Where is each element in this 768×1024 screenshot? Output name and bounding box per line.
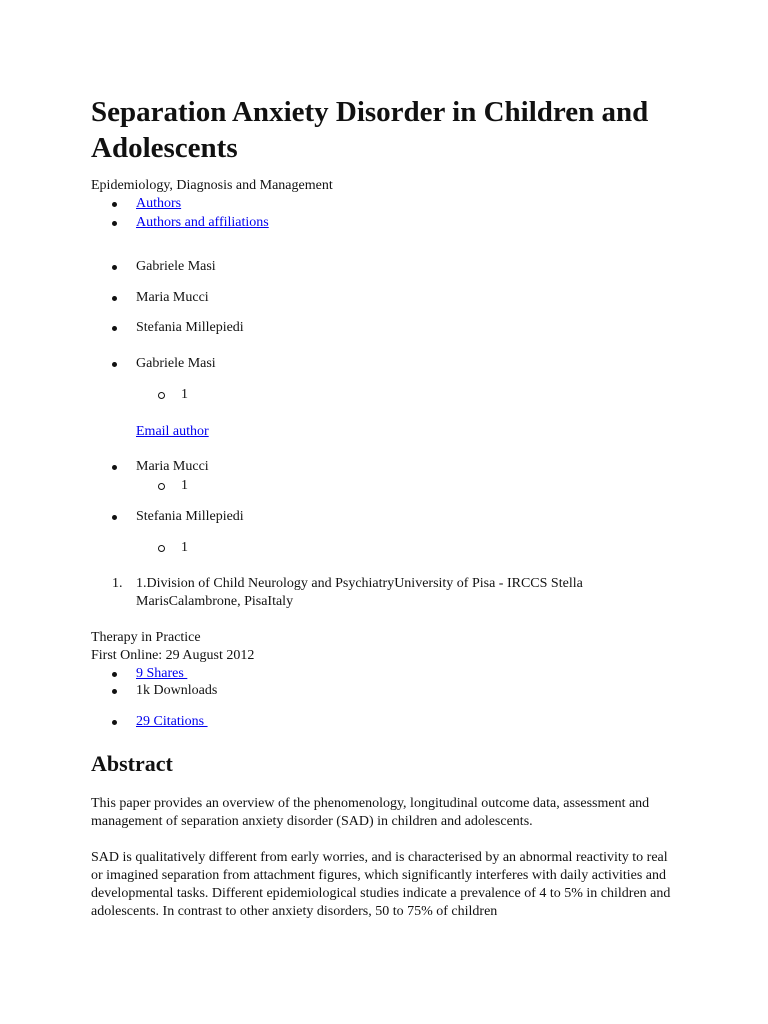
affiliation-ref: 1 (181, 540, 188, 555)
article-title: Separation Anxiety Disorder in Children and Adolescents (91, 96, 649, 164)
affiliation-text: 1.Division of Child Neurology and PsychiatryUniversity of Pisa - IRCCS Stella MarisCalambrone, PisaItaly (136, 576, 583, 609)
affiliation-ref: 1 (181, 478, 188, 493)
first-online-date: First Online: 29 August 2012 (91, 648, 255, 663)
downloads-count: 1k Downloads (136, 683, 218, 698)
bullet-icon (112, 221, 117, 226)
bullet-icon (112, 689, 117, 694)
bullet-icon (112, 672, 117, 677)
bullet-icon (112, 515, 117, 520)
bullet-icon (112, 465, 117, 470)
affiliation-ref: 1 (181, 387, 188, 402)
affiliation-number: 1. (112, 576, 123, 591)
author-detail-name: Gabriele Masi (136, 356, 216, 371)
bullet-icon (112, 202, 117, 207)
bullet-icon (112, 326, 117, 331)
author-name: Stefania Millepiedi (136, 320, 244, 335)
authors-affiliations-link[interactable]: Authors and affiliations (136, 215, 269, 230)
email-author-link[interactable]: Email author (136, 424, 209, 439)
author-name: Gabriele Masi (136, 259, 216, 274)
author-detail-name: Stefania Millepiedi (136, 509, 244, 524)
citations-link[interactable]: 29 Citations (136, 714, 208, 729)
authors-link[interactable]: Authors (136, 196, 182, 211)
bullet-icon (112, 265, 117, 270)
author-detail-name: Maria Mucci (136, 459, 209, 474)
author-name: Maria Mucci (136, 290, 209, 305)
abstract-paragraph: This paper provides an overview of the phenomenology, longitudinal outcome data, assessment and management of separation anxiety disorder (SAD) in children and adolescents. (91, 796, 650, 829)
circle-bullet-icon (158, 545, 165, 552)
circle-bullet-icon (158, 483, 165, 490)
publication-section: Therapy in Practice (91, 630, 201, 645)
bullet-icon (112, 720, 117, 725)
abstract-heading: Abstract (91, 751, 173, 776)
bullet-icon (112, 296, 117, 301)
shares-link[interactable]: 9 Shares (136, 666, 188, 681)
abstract-paragraph: SAD is qualitatively different from early worries, and is characterised by an abnormal reactivity to real or imagined separation from attachment figures, which significantly interferes with daily activities and developmental tasks. Different epidemiological studies indicate a prevalence of 4 to 5% in children and adolescents. In contrast to other anxiety disorders, 50 to 75% of children (91, 850, 671, 919)
article-subtitle: Epidemiology, Diagnosis and Management (91, 178, 333, 193)
circle-bullet-icon (158, 392, 165, 399)
bullet-icon (112, 362, 117, 367)
